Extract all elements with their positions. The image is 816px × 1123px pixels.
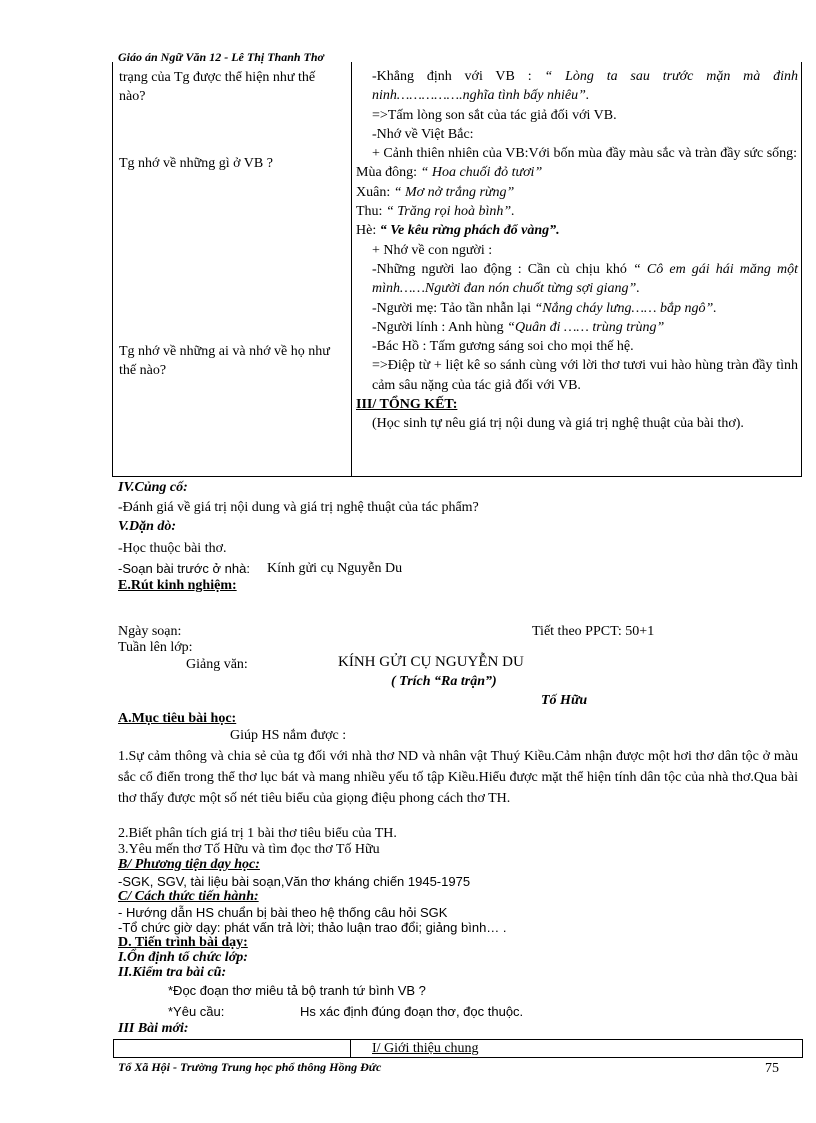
section-d-ii: II.Kiểm tra bài cũ: [118, 965, 227, 980]
answer-line: Mùa đông: [356, 165, 421, 181]
section-v-line2-label: -Soạn bài trước ở nhà: [118, 561, 250, 576]
answer-line: -Người lính : Anh hùng [372, 319, 508, 335]
page-footer: Tổ Xã Hội - Trường Trung học phổ thông Hồng Đức [118, 1060, 382, 1074]
section-a-title: A.Mục tiêu bài học: [118, 711, 237, 726]
section-a-p2: 2.Biết phân tích giá trị 1 bài thơ tiêu biểu của TH. [118, 826, 397, 841]
answer-line: -Những người lao động : Cần cù chịu khó [372, 261, 634, 277]
answer-line: -Khẳng định với VB : [372, 69, 545, 84]
quote: “Quân đi …… trùng trùng” [507, 319, 665, 335]
section-d-q2-value: Hs xác định đúng đoạn thơ, đọc thuộc. [300, 1004, 524, 1019]
answer-cell [356, 67, 798, 434]
answer-line: + Nhớ về con người : [372, 242, 493, 258]
section-c-line1: - Hướng dẫn HS chuẩn bị bài theo hệ thống câu hỏi SGK [118, 905, 448, 920]
section-d-i: I.Ổn định tổ chức lớp: [118, 950, 248, 965]
section-c-title: C/ Cách thức tiến hành: [118, 889, 259, 904]
section-d-iii: III Bài mới: [118, 1021, 189, 1036]
section-a-intro: Giúp HS nắm được : [230, 728, 347, 743]
answer-line: -Nhớ về Việt Bắc: [372, 126, 474, 142]
table-divider [350, 1040, 351, 1057]
tuan-len-lop: Tuần lên lớp: [118, 640, 193, 655]
answer-line: =>Điệp từ + liệt kê so sánh cùng với lời thơ tươi vui hào hùng tràn đầy tình cảm sâu nặng của tác giả đối với VB. [372, 358, 798, 393]
answer-line: (Học sinh tự nêu giá trị nội dung và giá trị nghệ thuật của bài thơ). [372, 416, 744, 432]
giang-van-label: Giảng văn: [186, 657, 248, 672]
section-a-p1: 1.Sự cảm thông và chia sẻ của tg đối với nhà thơ ND và nhân vật Thuý Kiều.Cảm nhận được một hơi thơ dân tộc ở màu sắc cổ điển trong thể thơ lục bát và mang nhiều yếu tố tập Kiều.Hiểu được mặt thể hiện tính dân tộc của nhà thơ.Qua bài thơ thấy được một số nét tiêu biểu của giọng điệu phong cách thơ TH. [118, 749, 798, 806]
quote: “ Lòng ta sau trước mặn mà đinh ninh…………….nghĩa tình bấy nhiêu”. [372, 69, 798, 104]
section-heading: III/ TỔNG KẾT: [356, 397, 458, 413]
table-divider [351, 62, 352, 476]
lesson-table-2 [113, 1039, 803, 1058]
section-iv-title: IV.Củng cố: [118, 480, 188, 495]
section-b-text: -SGK, SGV, tài liệu bài soạn,Văn thơ kháng chiến 1945-1975 [118, 874, 471, 889]
question-cell-3: Tg nhớ về những ai và nhớ về họ như thế nào? [119, 344, 330, 378]
lesson-author: Tố Hữu [541, 693, 588, 708]
answer-line: Hè: [356, 223, 380, 239]
quote: “ Trăng rọi hoà bình”. [385, 204, 515, 220]
lesson-title: KÍNH GỬI CỤ NGUYỄN DU [338, 654, 524, 670]
question-cell-2: Tg nhớ về những gì ở VB ? [119, 156, 273, 171]
quote: “Nắng cháy lưng…… bắp ngô”. [534, 300, 717, 316]
tiet-ppct: Tiết theo PPCT: 50+1 [532, 624, 655, 639]
answer-line: -Bác Hồ : Tấm gương sáng soi cho mọi thế hệ. [372, 339, 634, 355]
section-d-q2-label: *Yêu cầu: [168, 1004, 225, 1019]
quote: “ Ve kêu rừng phách đổ vàng”. [379, 223, 560, 239]
section-e-title: E.Rút kinh nghiệm: [118, 578, 237, 593]
page-number: 75 [765, 1061, 779, 1076]
page-header: Giáo án Ngữ Văn 12 - Lê Thị Thanh Thơ [118, 50, 324, 64]
answer-line: =>Tấm lòng son sắt của tác giả đối với VB. [372, 107, 617, 123]
section-c-line2: -Tổ chức giờ dạy: phát vấn trả lời; thảo luận trao đổi; giảng bình… . [118, 920, 507, 935]
section-d-title: D. Tiến trình bài dạy: [118, 935, 248, 950]
lesson-table [112, 62, 802, 477]
quote: “ Cô em gái hái măng một mình……Người đan nón chuốt từng sợi giang”. [372, 261, 799, 297]
section-v-line2-value: Kính gửi cụ Nguyễn Du [267, 561, 403, 576]
section-b-title: B/ Phương tiện dạy học: [118, 857, 260, 872]
table2-right-cell: I/ Giới thiệu chung [372, 1041, 479, 1056]
section-v-line1: -Học thuộc bài thơ. [118, 541, 227, 556]
section-a-p3: 3.Yêu mến thơ Tố Hữu và tìm đọc thơ Tố Hữu [118, 842, 380, 857]
section-d-q1: *Đọc đoạn thơ miêu tả bộ tranh tứ bình VB ? [168, 983, 426, 998]
question-cell-1: trạng của Tg được thể hiện như thế nào? [119, 70, 316, 104]
answer-line: -Người mẹ: Tảo tần nhẫn lại [372, 300, 535, 316]
section-iv-text: -Đánh giá về giá trị nội dung và giá trị nghệ thuật của tác phẩm? [118, 500, 479, 515]
answer-line: Thu: [356, 204, 386, 220]
answer-line: Xuân: [356, 184, 394, 200]
section-v-title: V.Dặn dò: [118, 519, 177, 534]
ngay-soan: Ngày soạn: [118, 624, 182, 639]
answer-line: + Cảnh thiên nhiên của VB:Với bốn mùa đầy màu sắc và tràn đầy sức sống: [372, 146, 798, 162]
lesson-subtitle: ( Trích “Ra trận”) [391, 674, 497, 689]
quote: “ Hoa chuối đỏ tươi” [420, 165, 543, 181]
quote: “ Mơ nở trắng rừng” [393, 184, 515, 200]
